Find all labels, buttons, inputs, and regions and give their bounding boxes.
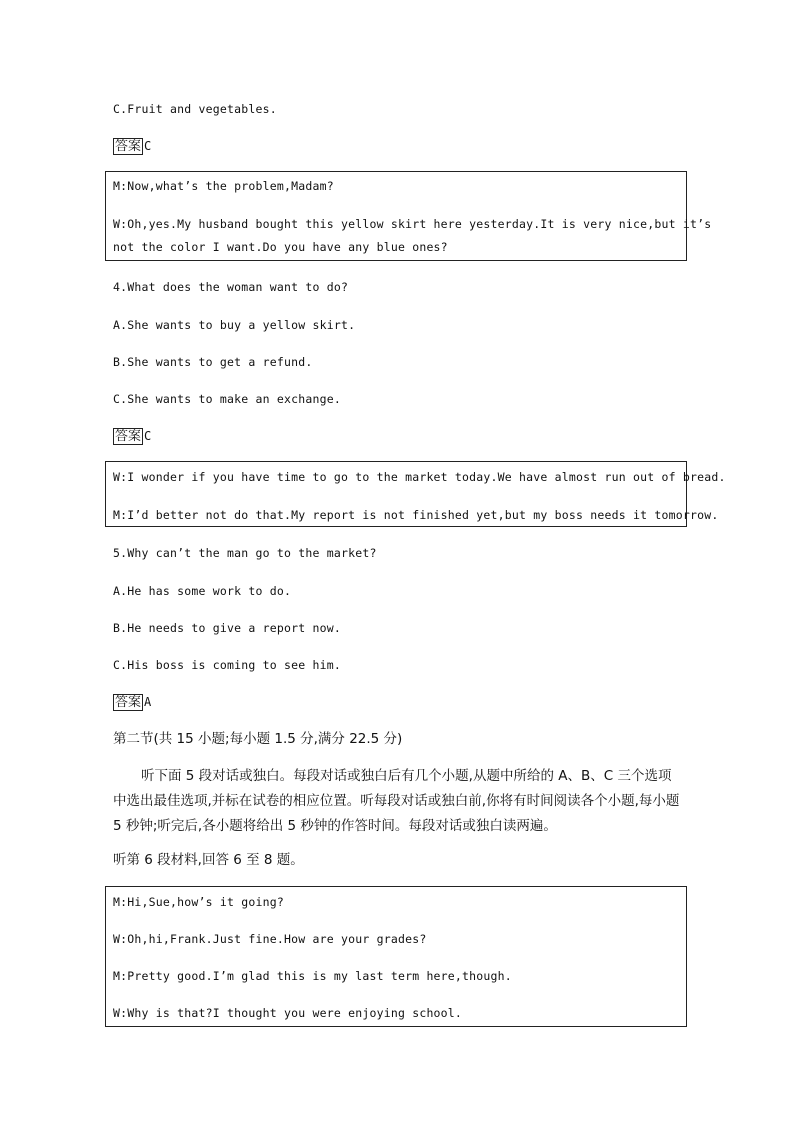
- dialog-line: W:Oh,hi,Frank.Just fine.How are your grades?: [113, 932, 427, 946]
- material-heading: 听第 6 段材料,回答 6 至 8 题。: [113, 852, 304, 868]
- q4-question: 4.What does the woman want to do?: [113, 280, 349, 294]
- dialog-line: W:I wonder if you have time to go to the market today.We have almost run out of bread.: [113, 470, 726, 484]
- section-instructions: 听下面 5 段对话或独白。每段对话或独白后有几个小题,从题中所给的 A、B、C 三个选项中选出最佳选项,并标在试卷的相应位置。听每段对话或独白前,你将有时间阅读各个小题,每小题 5 秒钟;听完后,各小题将给出 5 秒钟的作答时间。每段对话或独白读两遍。: [113, 768, 680, 834]
- q5-answer: [113, 693, 151, 711]
- q3-answer: [113, 137, 151, 155]
- q5-option-b: B.He needs to give a report now.: [113, 621, 341, 635]
- answer-label: 答案: [115, 139, 142, 154]
- q5-option-a: A.He has some work to do.: [113, 584, 292, 598]
- q4-option-c: C.She wants to make an exchange.: [113, 392, 341, 406]
- dialog-line: W:Why is that?I thought you were enjoying school.: [113, 1006, 463, 1020]
- q5-option-c: C.His boss is coming to see him.: [113, 658, 341, 672]
- dialog-line: W:Oh,yes.My husband bought this yellow skirt here yesterday.It is very nice,but it’s: [113, 217, 712, 231]
- dialog-box-q4: [105, 171, 712, 261]
- answer-letter: C: [144, 429, 152, 443]
- dialog-line: M:Hi,Sue,how’s it going?: [113, 895, 284, 909]
- q4-option-a: A.She wants to buy a yellow skirt.: [113, 318, 356, 332]
- dialog-line: not the color I want.Do you have any blue ones?: [113, 240, 448, 254]
- dialog-box-material6: [105, 886, 687, 1027]
- dialog-line: M:Now,what’s the problem,Madam?: [113, 179, 334, 193]
- dialog-line: M:I’d better not do that.My report is not finished yet,but my boss needs it tomorrow.: [113, 508, 719, 522]
- answer-letter: A: [144, 695, 152, 709]
- q3-option-c: C.Fruit and vegetables.: [113, 102, 277, 116]
- answer-label: 答案: [115, 695, 142, 710]
- answer-label: 答案: [115, 429, 142, 444]
- dialog-box-q5: [105, 461, 726, 527]
- q4-option-b: B.She wants to get a refund.: [113, 355, 313, 369]
- answer-letter: C: [144, 139, 152, 153]
- section-heading: 第二节(共 15 小题;每小题 1.5 分,满分 22.5 分): [113, 731, 403, 747]
- q4-answer: [113, 427, 151, 445]
- dialog-line: M:Pretty good.I’m glad this is my last term here,though.: [113, 969, 512, 983]
- q5-question: 5.Why can’t the man go to the market?: [113, 546, 377, 560]
